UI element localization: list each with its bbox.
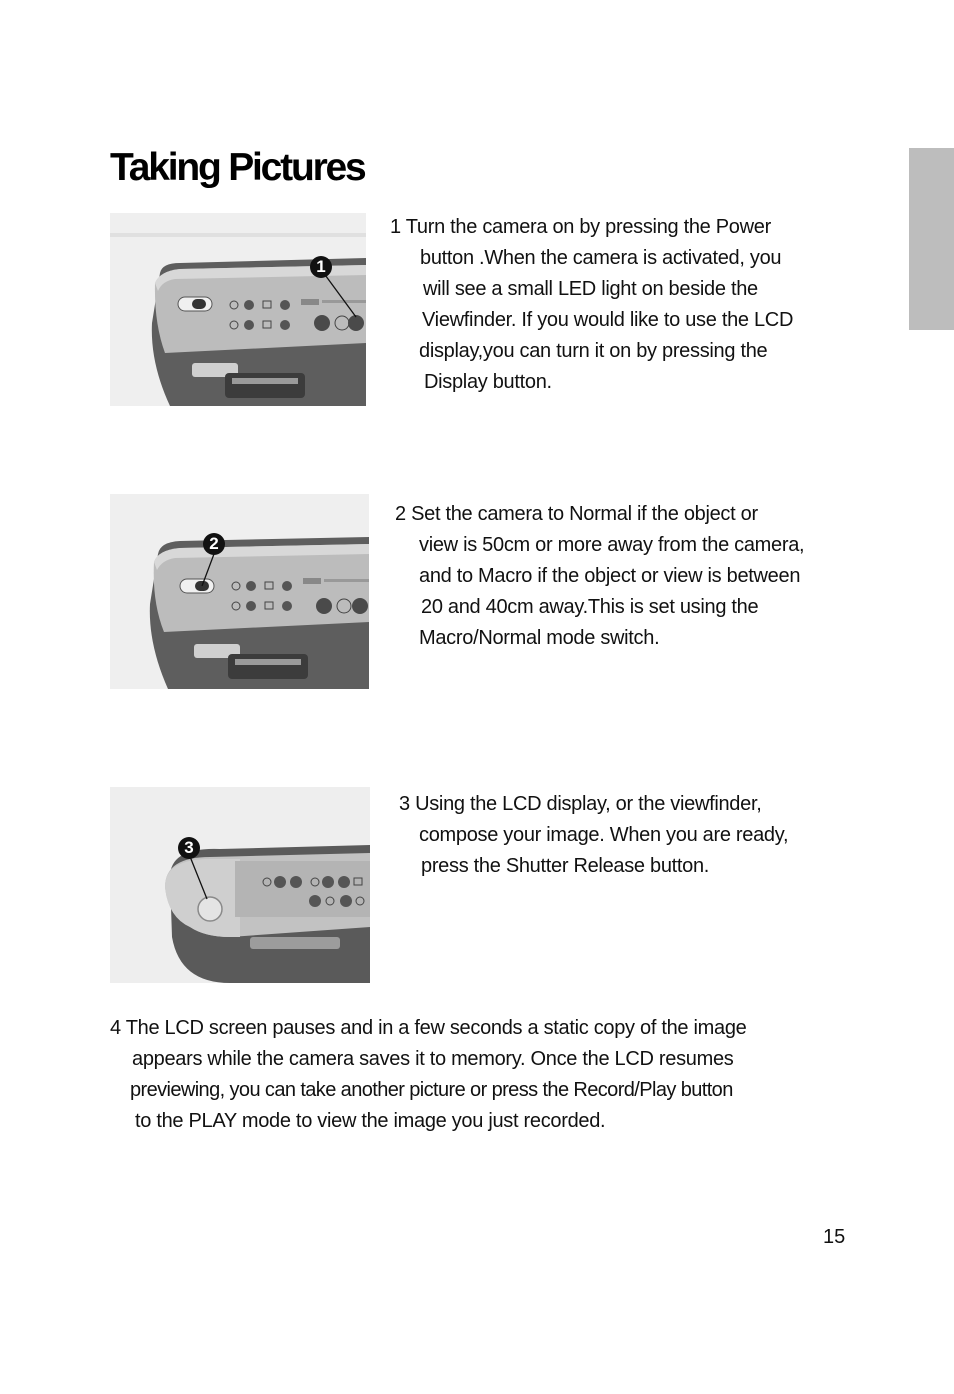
step-line: 2 Set the camera to Normal if the object or <box>395 503 758 525</box>
step-1-text <box>390 212 793 398</box>
callout-marker-2 <box>203 533 225 555</box>
callout-marker-3 <box>178 837 200 859</box>
step-line: view is 50cm or more away from the camera, <box>419 534 805 556</box>
camera-photo-mode-switch <box>110 494 369 689</box>
step-4-text <box>110 1013 746 1137</box>
step-line: 4 The LCD screen pauses and in a few seconds a static copy of the image <box>110 1017 747 1039</box>
step-line: Display button. <box>424 371 552 393</box>
page-number: 15 <box>823 1226 846 1248</box>
step-line: display,you can turn it on by pressing the <box>419 340 768 362</box>
callout-marker-1 <box>310 256 332 278</box>
step-line: 3 Using the LCD display, or the viewfinder, <box>399 793 762 815</box>
callout-number: 2 <box>209 534 219 553</box>
step-line: will see a small LED light on beside the <box>423 278 758 300</box>
callout-number: 3 <box>184 838 194 857</box>
step-line: appears while the camera saves it to memory. Once the LCD resumes <box>132 1048 734 1070</box>
callout-number: 1 <box>316 257 326 276</box>
step-line: 20 and 40cm away.This is set using the <box>421 596 759 618</box>
camera-photo-power-button <box>110 213 366 406</box>
step-line: Macro/Normal mode switch. <box>419 627 660 649</box>
page-title: Taking Pictures <box>110 146 365 189</box>
step-line: button .When the camera is activated, you <box>420 247 782 269</box>
step-line: to the PLAY mode to view the image you just recorded. <box>135 1110 606 1132</box>
step-line: 1 Turn the camera on by pressing the Power <box>390 216 771 238</box>
step-line: previewing, you can take another picture or press the Record/Play button <box>130 1079 733 1101</box>
section-tab <box>909 148 954 330</box>
step-line: and to Macro if the object or view is between <box>419 565 801 587</box>
camera-photo-shutter-button <box>110 787 370 983</box>
step-line: Viewfinder. If you would like to use the LCD <box>422 309 794 331</box>
step-line: compose your image. When you are ready, <box>419 824 789 846</box>
step-3-text <box>399 789 788 882</box>
step-line: press the Shutter Release button. <box>421 855 710 877</box>
step-2-text <box>395 499 804 654</box>
